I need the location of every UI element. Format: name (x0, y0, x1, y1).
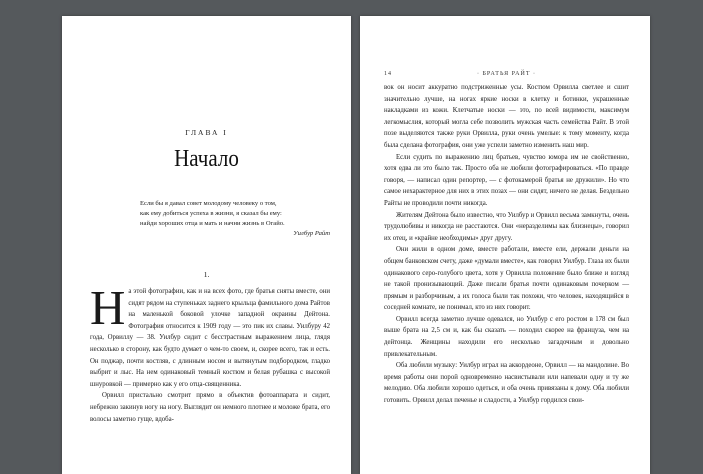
chapter-label: ГЛАВА I (185, 128, 228, 137)
paragraph: Они жили в одном доме, вместе работали, вместе ели, держали деньги на общем банковском счету, даже «думали вместе», как говорил Уилбур. Глаза их были одинакового серо-голубого цвета, хотя у Орвилла положение было ближе и взгляд не такой пронизывающий. Даже писали братья почти одинаковым почерком — прямым и разборчивым, а их голоса были так похожи, что человек, находящийся в соседней комнате, не понимал, кто из них говорит. (384, 246, 629, 312)
paragraph: Жителям Дейтона было известно, что Уилбур и Орвилл весьма замкнуты, очень трудолюбивы и никогда не расстаются. Они «неразделимы как близнецы», говорил их отец, и «крайне необходимы» друг другу. (384, 211, 629, 242)
left-page (62, 16, 351, 474)
left-body-text (90, 280, 330, 425)
page-number: 14 (384, 71, 392, 77)
drop-cap: Н (90, 280, 126, 335)
epigraph-line: Если бы я давал совет молодому человеку о том, (140, 200, 277, 207)
paragraph: Орвилл всегда заметно лучше одевался, но Уилбур с его ростом в 178 см был выше брата на 2,5 см и, как бы сказать — походил скорее на француза, чем на дейтонца. Женщины находили его несколько загадочным и довольно привлекательным. (384, 315, 629, 358)
running-title: · БРАТЬЯ РАЙТ · (476, 71, 536, 77)
paragraph: Орвилл пристально смотрит прямо в объектив фотоаппарата и сидит, небрежно закинув ногу на ногу. Выглядит он немного плотнее и моложе брата, его волосы заметно гуще, вдоба- (90, 392, 330, 423)
epigraph-attribution: Уилбур Райт (293, 230, 330, 237)
paragraph-text: а этой фотографии, как и на всех фото, где братья сняты вместе, они сидят рядом на ступеньках заднего крыльца фамильного дома Райтов на маленькой боковой улочке западной окраины Дейтона. Фотография относится к 1909 году — это пик их славы. Уилбуру 42 года, Орвиллу — 38. Уилбур сидит с бесстрастным выражением лица, глядя несколько в сторону, как будто думает о чем-то своем, и, скорее всего, так и есть. Он поджар, почти костляв, с длинным носом и вытянутым подбородком, гладко выбрит и лыс. На нем одинаковый темный костюм и белая рубашка с высокой шнуровкой — примерно как у его отца-священника. (90, 288, 330, 388)
epigraph (140, 199, 330, 239)
paragraph: вок он носит аккуратно подстриженные усы. Костюм Орвилла светлее и сшит значительно лучше, на ногах яркие носки в клетку и ботинки, украшенные накладками из кожи. Клетчатые носки — это, по всей видимости, максимум легкомыслия, который могла себе позволить мужская часть семейства Райт. В этой позе выделяются также руки Орвилла, руки очень умелые: к тому моменту, когда была сделана фотография, они уже успели заметно изменить наш мир. (384, 84, 629, 149)
epigraph-line: найди хороших отца и мать и начни жизнь в Огайо. (140, 220, 285, 227)
paragraph: Если судить по выражению лиц братьев, чувство юмора им не свойственно, хотя едва ли это было так. Просто оба не любили фотографироваться. «По правде говоря, — написал один репортер, — с фотокамерой братья не дружили». Но что самое нехарактерное для них в этих позах — они сидят, ничего не делая. Бездельно Райты не проводили почти никогда. (384, 153, 629, 207)
right-page (360, 16, 650, 474)
paragraph (90, 280, 330, 390)
section-number: 1. (203, 270, 210, 279)
right-body-text (384, 82, 629, 407)
epigraph-line: как ему добиться успеха в жизни, я сказал бы ему: (140, 210, 282, 217)
paragraph: Оба любили музыку: Уилбур играл на аккордеоне, Орвилл — на мандолине. Во время работы они порой одновременно насвистывали или напевали одну и ту же мелодию. Оба любили хорошо одеться, и оба очень привязаны к дому. Оба любили готовить. Орвилл делал печенье и сладости, а Уилбур гордился свои- (384, 362, 629, 405)
chapter-title: Начало (174, 144, 239, 172)
